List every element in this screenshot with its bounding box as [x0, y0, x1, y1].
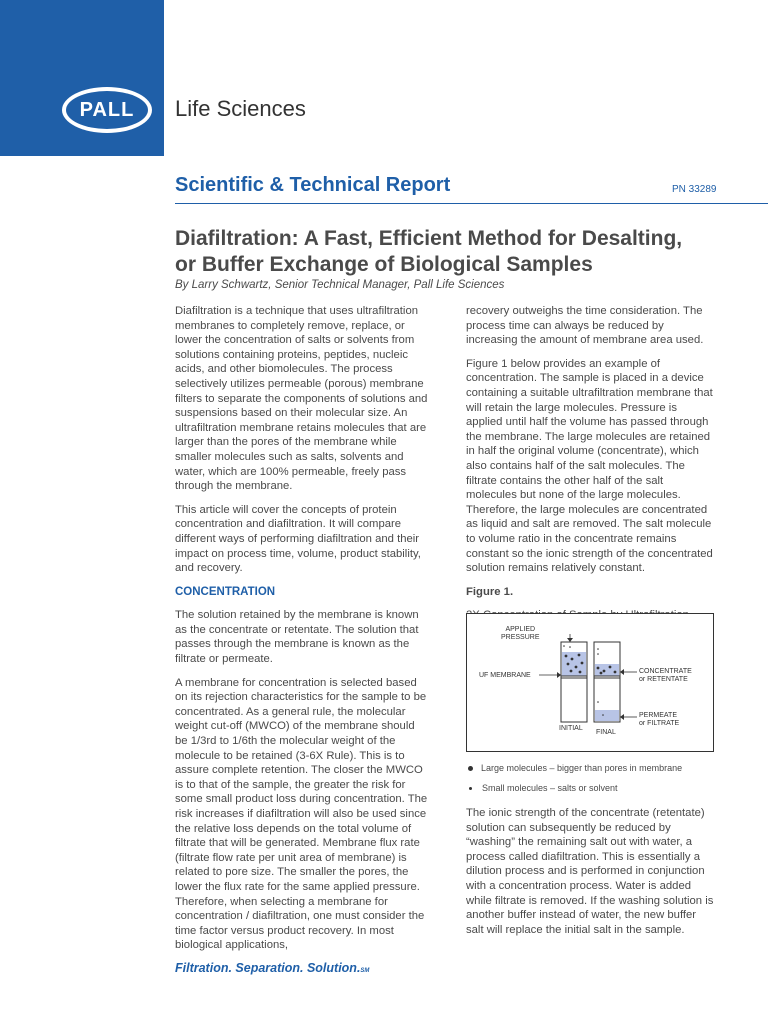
section-heading: CONCENTRATION: [175, 585, 276, 598]
paragraph: This article will cover the concepts of protein concentration and diafiltration. It will compare different ways of performing diafiltration and their impact on process time, volume, product stability, and recovery.: [175, 503, 421, 575]
paragraph: The ionic strength of the concentrate (retentate) solution can subsequently be reduced by “washing” the remaining salt out with water, a process called diafiltration. This is essentially a dilution process and is performed in conjunction with a concentration process. Water is added while filtrate is removed. If the washing solution is another buffer instead of water, the new buffer salt will replace the initial salt in the sample.: [466, 807, 714, 936]
paragraph: Figure 1 below provides an example of concentration. The sample is placed in a device containing a suitable ultrafiltration membrane that will retain the large molecules. Pressure is applied until half the volume has passed through the membrane. The large molecules are retained in half the original volume (concentrate), which also contains half of the salt molecules. The filtrate contains the other half of the salt molecules but none of the large molecules. Therefore, the large molecules are concentrated as liquid and salt are removed. The salt molecule to volume ratio in the concentrate remains constant so the ionic strength of the concentrated solution remains relatively constant.: [466, 357, 713, 575]
part-number: PN 33289: [672, 184, 717, 195]
figure-1-diagram: [466, 613, 714, 752]
service-mark: SM: [360, 968, 370, 974]
legend-item-large: Large molecules – bigger than pores in membrane: [468, 758, 682, 778]
report-type: Scientific & Technical Report: [175, 174, 451, 196]
right-column: [466, 304, 716, 632]
paragraph: A membrane for concentration is selected based on its rejection characteristics for the sample to be concentrated. As a general rule, the molecular weight cut-off (MWCO) of the membrane should be 1/3rd to 1/6th the molecular weight of the molecule to be retained (3-6X Rule). This is to assure complete retention. The closer the MWCO is to that of the sample, the greater the risk for some small product loss during concentration. The risk increases if diafiltration will also be used since the relative loss depends on the total volume of filtrate that will be generated. Membrane flux rate (filtrate flow rate per unit area of membrane) is related to pore size. The smaller the pores, the lower the flux rate for the same applied pressure. Therefore, when selecting a membrane for concentration / diafiltration, one must consider the time factor versus product recovery. In most biological applications,: [175, 676, 428, 952]
figure-label: Figure 1.: [466, 585, 514, 598]
article-title: [175, 226, 755, 278]
pall-logo-text: PALL: [79, 98, 135, 121]
final-label: FINAL: [596, 729, 616, 736]
paragraph: recovery outweighs the time consideration. The process time can always be reduced by increasing the amount of membrane area used.: [466, 305, 704, 347]
initial-label: INITIAL: [559, 725, 583, 732]
footer-tagline: Filtration. Separation. Solution.SM: [175, 961, 370, 975]
large-molecule-icon: [468, 766, 473, 771]
header-divider: [175, 203, 768, 204]
title-line-2: or Buffer Exchange of Biological Samples: [175, 253, 593, 276]
small-molecule-icon: [469, 787, 472, 790]
left-column: [175, 304, 430, 962]
paragraph: The solution retained by the membrane is known as the concentrate or retentate. The solution that passes through the membrane is known as the filtrate or permeate.: [175, 609, 419, 666]
applied-pressure-label: APPLIED PRESSURE: [501, 626, 540, 641]
paragraph: Diafiltration is a technique that uses ultrafiltration membranes to completely remove, replace, or lower the concentration of salts or solvents from solutions containing proteins, peptides, nucleic acids, and other biomolecules. The process selectively utilizes permeable (porous) membrane filters to separate the components of solutions and suspensions based on their molecular size. An ultrafiltration membrane retains molecules that are larger than the pores of the membrane while smaller molecules such as salts, solvents and water, which are 100% permeable, freely pass through the membrane.: [175, 305, 428, 493]
permeate-label: PERMEATE or FILTRATE: [639, 712, 680, 727]
byline: By Larry Schwartz, Senior Technical Manager, Pall Life Sciences: [175, 279, 505, 291]
final-filtrate: [595, 710, 619, 721]
pall-logo: [62, 87, 152, 133]
right-column-bottom: [466, 806, 716, 946]
division-name: Life Sciences: [175, 96, 306, 121]
legend-item-small: Small molecules – salts or solvent: [468, 778, 682, 798]
uf-membrane-label: UF MEMBRANE: [479, 672, 531, 679]
brand-block: [0, 0, 164, 156]
concentrate-label: CONCENTRATE or RETENTATE: [639, 668, 692, 683]
figure-legend: [468, 758, 682, 798]
final-concentrate: [595, 664, 619, 676]
title-line-1: Diafiltration: A Fast, Efficient Method for Desalting,: [175, 227, 683, 250]
